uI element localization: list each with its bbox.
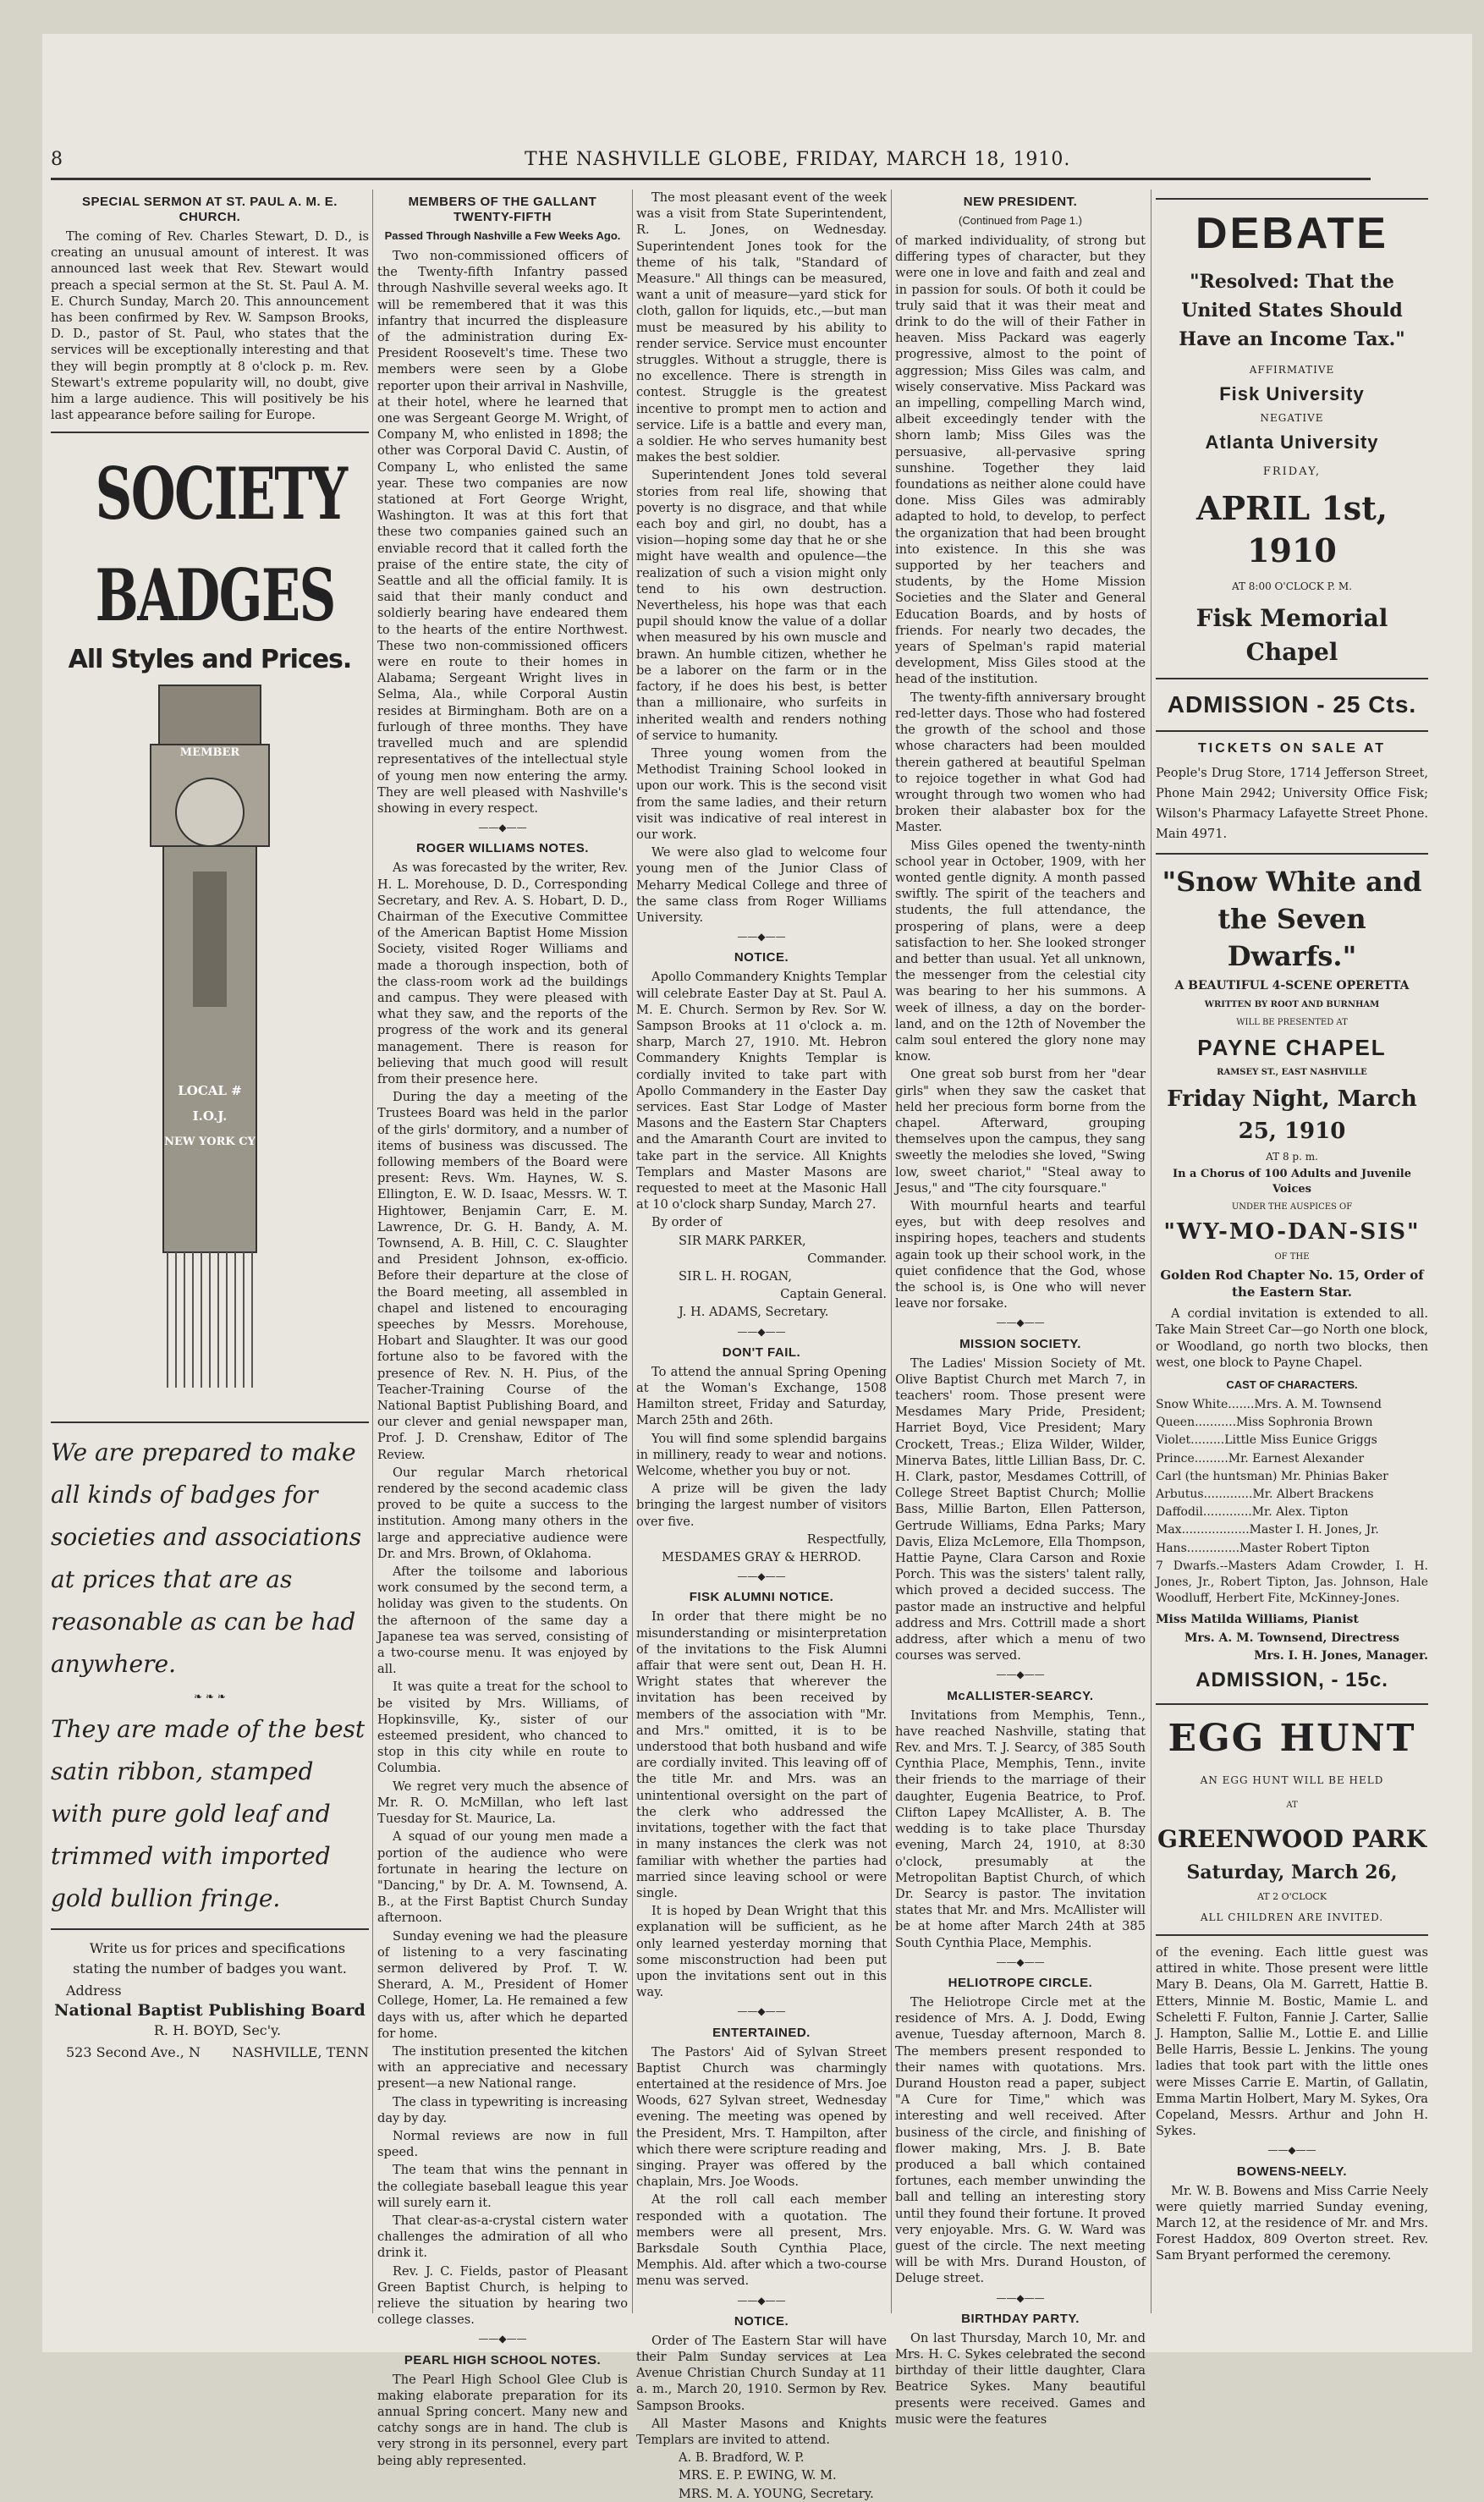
directress: Mrs. A. M. Townsend, Directress — [1184, 1630, 1400, 1645]
article-subheading: Passed Through Nashville a Few Weeks Ago. — [384, 229, 621, 242]
masthead-title: THE NASHVILLE GLOBE, FRIDAY, MARCH 18, 1910. — [525, 149, 1071, 170]
debate-title: DEBATE — [1195, 209, 1388, 258]
signature: SIR L. H. ROGAN, — [679, 1269, 792, 1284]
ad-secretary: R. H. BOYD, Sec'y. — [153, 2022, 282, 2039]
operetta-chorus: In a Chorus of 100 Adults and Juvenile Voices — [1172, 1167, 1411, 1196]
article-heading: NEW PRESIDENT. — [963, 195, 1078, 209]
cast-item: Violet.........Little Miss Eunice Griggs — [1156, 1433, 1377, 1448]
ad-border — [1156, 198, 1428, 200]
cast-item: Prince.........Mr. Earnest Alexander — [1156, 1451, 1365, 1465]
column-1 — [51, 190, 369, 2313]
separator: ——◆—— — [996, 1955, 1045, 1968]
article-text: The Pearl High School Glee Club is making elaborate preparation for its annual Spring concert. Many new and catchy songs are in hand. The club is very strong in its personnel, every part being ably represented. — [377, 2372, 628, 2468]
article-text: By order of — [651, 1215, 723, 1230]
ad-street-city — [51, 2043, 369, 2063]
separator: ——◆—— — [1267, 2144, 1316, 2157]
operetta-title: "Snow White and the Seven Dwarfs." — [1162, 866, 1422, 973]
cast-item: Daffodil.............Mr. Alex. Tipton — [1156, 1505, 1349, 1520]
ad-city: NASHVILLE, TENN — [232, 2044, 369, 2061]
ad-border — [51, 432, 369, 433]
article-text: The Heliotrope Circle met at the residence of Mrs. A. J. Dodd, Ewing avenue, Tuesday afternoon, March 8. The members present responded to their names with quotations. Mrs. Durand Houston read a paper, subject "A Cure for Time," which was interesting and well received. After business of the circle, and finishing of flower making, Mrs. J. B. Bate produced a ball which contained fortunes, each member unwinding the ball and telling an interesting story until they found their fortune. It proved very enjoyable. Mrs. G. W. Ward was guest of the circle. The next meeting will be with Mrs. Durand Houston, of Deluge street. — [895, 1994, 1146, 2286]
ad-border — [1156, 730, 1428, 732]
article-text: Two non-commissioned officers of the Twenty-fifth Infantry passed through Nashville several weeks ago. It will be remembered that it was this infantry that incurred the displeasure of the administration during Ex-President Roosevelt's time. These two members were seen by a Globe reporter upon their arrival in Nashville, at their hotel, where he learned that one was Sergeant George M. Wright, of Company M, who enlisted in 1898; the other was Corporal David C. Austin, of Company L, who enlisted the same year. These two companies are now stationed at Fort George Wright, Washington. It was at this fort that these two companies gained such an enviable record that it called forth the praise of the entire state, the city of Seattle and all the official family. It is said that their manly conduct and soldierly bearing have endeared them to the hearts of the entire Northwest. These two non-commissioned officers were en route to their homes in Alabama; Sergeant Wright lives in Selma, Ala., while Corporal Austin resides at Birmingham. Both are on a furlough of three months. They have travelled much and are splendid representatives of the intellectual style of young men now entering the army. They are well pleased with Nashville's showing in every respect. — [377, 249, 628, 816]
article-text: The most pleasant event of the week was a visit from State Superintendent, R. L. Jones, on Wednesday. Superintendent Jones took for the theme of his talk, "Standard of Measure." All things can be measured, want a unit of measure—yard stick for cloth, gallon for liquids, etc.,—but man must be measured by his ability to render service. Service must encounter struggles. Without a struggle, there is no excellence. There is strength in contest. Struggle is the greatest incentive to prompt men to action and service. Life is a battle and every man, a soldier. He who serves humanity best makes the best soldier. — [636, 190, 887, 465]
signature: Respectfully, — [806, 1531, 887, 1547]
ad-address-label: Address — [66, 1982, 122, 1999]
operetta-of-the: OF THE — [1274, 1252, 1310, 1262]
column-divider — [891, 190, 892, 2313]
separator: ——◆—— — [737, 931, 786, 943]
article-text: We regret very much the absence of Mr. R. O. McMillan, who left last Tuesday for St. Maurice, La. — [377, 1779, 628, 1827]
column-5 — [1156, 190, 1428, 2313]
column-4 — [895, 190, 1146, 2427]
operetta-subtitle: A BEAUTIFUL 4-SCENE OPERETTA — [1174, 979, 1410, 993]
article-text: of the evening. Each little guest was attired in white. Those present were little Mary B. Deans, Ola M. Garrett, Hattie B. Etters, Minnie M. Bostic, Mamie L. and Scheletti F. Fulton, Fannie J. Carter, Sallie J. Hampton, Sallie M., Lottie E. and Lillie Belle Harris, Bessie L. Jenkins. The young ladies that took part with the little ones were Misses Carrie E. Martin, of Gallatin, Emma Martin Holbert, Mary M. Sykes, Ora Copeland, Messrs. Arthur and John H. Sykes. — [1156, 1944, 1428, 2139]
article-text: The twenty-fifth anniversary brought red-letter days. Those who had fostered the growth of the school and those whose characters had been moulded therein gathered at beautiful Spelman to rejoice together in what God had wrought through two women who had broken their alabaster box for the Master. — [895, 690, 1146, 835]
ribbon-label-local: LOCAL # — [178, 1082, 242, 1098]
column-divider — [372, 190, 373, 2313]
operetta-presented: WILL BE PRESENTED AT — [1236, 1018, 1348, 1028]
ad-border — [51, 1928, 369, 1930]
operetta-club: "WY-MO-DAN-SIS" — [1163, 1219, 1421, 1246]
pianist: Miss Matilda Williams, Pianist — [1156, 1613, 1359, 1627]
article-heading: NOTICE. — [734, 950, 789, 965]
article-heading: MEMBERS OF THE GALLANT TWENTY-FIFTH — [408, 195, 597, 224]
article-text: At the roll call each member responded with a quotation. The members were all present, Mrs. Barksdale South Cynthia Place, Memphis. Ald. after which a two-course menu was served. — [636, 2192, 887, 2289]
ad-border — [1156, 1703, 1428, 1705]
article-heading: PEARL HIGH SCHOOL NOTES. — [404, 2352, 602, 2367]
separator: ——◆—— — [737, 2294, 786, 2307]
debate-team-fisk: Fisk University — [1219, 383, 1365, 405]
article-text: During the day a meeting of the Trustees Board was held in the parlor of the girls' dormitory, and a number of items of business was discussed. The following members of the Board were present: Revs. Wm. Haynes, W. S. Ellington, E. W. D. Isaac, Messrs. W. T. Hightower, Benjamin Carr, E. M. Lawrence, Dr. G. H. Bandy, A. M. Townsend, A. B. Hill, C. C. Slaughter and President Johnson, ex-officio. Before their departure at the close of the Board meeting, all assembled in chapel and listened to encouraging speeches by Messrs. Morehouse, Hobart and Slaughter. It was our good fortune also to be favored with the presence of Rev. N. H. Pius, of the Teacher-Training Course of the National Baptist Publishing Board, and our clever and genial newspaper man, Prof. J. D. Crenshaw, Editor of The Review. — [377, 1090, 628, 1462]
article-heading: ENTERTAINED. — [712, 2025, 811, 2040]
separator: ——◆—— — [996, 2291, 1045, 2304]
separator: ——◆—— — [737, 2005, 786, 2018]
ribbon-graphic — [142, 685, 278, 1396]
egg-hunt-at: AT — [1286, 1801, 1298, 1811]
signature: J. H. ADAMS, Secretary. — [679, 1305, 829, 1320]
article-text: Apollo Commandery Knights Templar will celebrate Easter Day at St. Paul A. M. E. Church. Sermon by Rev. Sor W. Sampson Brooks at 11 o'clock a. m. sharp, March 27, 1910. Mt. Hebron Commandery Knights Templar is cordially invited to take part with Apollo Commandery in the Easter Day services. East Star Lodge of Master Masons and the Eastern Star Chapters and the Amaranth Court are invited to take part in the service. All Knights Templars and Master Masons are requested to meet at the Masonic Hall at 10 o'clock sharp Sunday, March 27. — [636, 970, 887, 1213]
ad-border — [1156, 678, 1428, 679]
separator: ——◆—— — [996, 1669, 1045, 1681]
article-text: The Ladies' Mission Society of Mt. Olive Baptist Church met March 7, in teachers' room. Those present were Mesdames Mary Pride, President; Harriet Boyd, Vice President; Mary Crockett, Treas.; Eliza Wilder, Wilder, Minerva Bates, little Lillian Bass, Dr. C. H. Clark, pastor, Mesdames Cottrill, of College Street Baptist Church; Mollie Bass, Millie Barton, Ellen Patterson, Gertrude Williams, Edna Parks; Mary Davis, Eliza McLemore, Ella Thompson, Hattie Payne, Clara Carson and Roxie Porch. This was the sisters' talent rally, which proved a decided success. The pastor made an instructive and helpful address and Mrs. Cottrill made a short address, after which a menu of two courses was served. — [895, 1355, 1146, 1663]
cast-item: Queen...........Miss Sophronia Brown — [1156, 1416, 1373, 1430]
ad-society-heading: SOCIETY — [95, 452, 347, 536]
article-text: Normal reviews are now in full speed. — [377, 2128, 628, 2160]
article-heading: NOTICE. — [734, 2313, 789, 2329]
signature-title: Captain General. — [780, 1287, 887, 1302]
article-text: To attend the annual Spring Opening at the Woman's Exchange, 1508 Hamilton street, Friday and Saturday, March 25th and 26th. — [636, 1364, 887, 1428]
debate-time: AT 8:00 O'CLOCK P. M. — [1231, 580, 1353, 592]
article-text: After the toilsome and laborious work consumed by the second term, a holiday was given to the students. On the afternoon of the same day a Japanese tea was served, consisting of a two-course menu. It was enjoyed by all. — [377, 1564, 628, 1677]
column-2 — [377, 190, 628, 2468]
debate-admission: ADMISSION - 25 Cts. — [1167, 690, 1417, 718]
debate-affirmative-label: AFFIRMATIVE — [1249, 364, 1335, 376]
article-text: Rev. J. C. Fields, pastor of Pleasant Green Baptist Church, is helping to relieve the situation by hearing two college classes. — [377, 2263, 628, 2328]
article-heading: BIRTHDAY PARTY. — [961, 2311, 1080, 2326]
article-text: In order that there might be no misunderstanding or misinterpretation of the invitations to the Fisk Alumni affair that were sent out, Dean H. H. Wright states that wherever the invitation has been received by members of the association with "Mr. and Mrs." omitted, it is to be understood that both husband and wife are cordially invited. This leaving off of the title Mr. and Mrs. was an unintentional oversight on the part of the clerk who addressed the invitations, together with the fact that in many instances the clerk was not familiar with whether the parties had married since leaving school or were single. — [636, 1609, 887, 1900]
operetta-venue: PAYNE CHAPEL — [1197, 1035, 1387, 1061]
operetta-time: AT 8 p. m. — [1266, 1150, 1318, 1163]
cast-item: Arbutus.............Mr. Albert Brackens — [1156, 1487, 1374, 1502]
article-text: It is hoped by Dean Wright that this explanation will be sufficient, as he only learned yesterday morning that some misconstruction had been put upon the invitations sent out in this way. — [636, 1904, 887, 2000]
separator: ——◆—— — [996, 1317, 1045, 1329]
egg-hunt-subtitle: AN EGG HUNT WILL BE HELD — [1200, 1774, 1384, 1787]
article-heading: HELIOTROPE CIRCLE. — [948, 1975, 1093, 1990]
ribbon-label-city: NEW YORK CY — [164, 1135, 256, 1148]
egg-hunt-invited: ALL CHILDREN ARE INVITED. — [1200, 1911, 1384, 1923]
debate-team-atlanta: Atlanta University — [1205, 432, 1379, 454]
ad-border — [1156, 1934, 1428, 1936]
egg-hunt-time: AT 2 O'CLOCK — [1256, 1890, 1327, 1902]
article-text: The Pastors' Aid of Sylvan Street Baptist Church was charmingly entertained at the residence of Mrs. Joe Woods, 627 Sylvan street, Wednesday evening. The meeting was opened by the President, Mrs. T. Hampilton, after which there were scripture reading and singing. Prayer was offered by the chaplain, Mrs. Joe Woods. — [636, 2044, 887, 2190]
column-3 — [636, 190, 887, 2501]
separator: ——◆—— — [737, 1325, 786, 1338]
signature-title: Commander. — [807, 1251, 887, 1266]
ad-write-text: Write us for prices and specifications stating the number of badges you want. — [73, 1939, 347, 1977]
ribbon-label-top: MEMBER — [179, 745, 240, 759]
article-text: Miss Giles opened the twenty-ninth school year in October, 1909, with her wonted gentle dignity. A month passed swiftly. The spirit of the teachers and students, the full attendance, the prospering of plans, were a deep satisfaction to her. She looked stronger and better than usual. Yet all unknown, the messenger from the celestial city was bearing to her his summons. A week of illness, a day on the border-land, and on the 12th of November the calm soul entered the glory none may know. — [895, 838, 1146, 1064]
article-text: Superintendent Jones told several stories from real life, showing that poverty is no disgrace, and that while each boy and girl, no doubt, has a vision—hoping some day that he or she might have wealth and opulence—the realization of such a vision might only tend to his own destruction. Nevertheless, his hope was that each pupil should know the value of a dollar when measured by his own muscle and brawn. An humble citizen, whether he be a laborer on the farm or in the factory, if he does his best, is better than a millionaire, who surfeits in inherited wealth and renders nothing of service to humanity. — [636, 468, 887, 743]
signature: A. B. Bradford, W. P. — [679, 2450, 805, 2466]
ad-border — [1156, 853, 1428, 855]
egg-hunt-title: EGG HUNT — [1168, 1717, 1416, 1761]
article-text: Our regular March rhetorical rendered by the second academic class proved to be quite a success to the institution. Among many others in the large and appreciative audience were Dr. and Mrs. Brown, of Oklahoma. — [377, 1465, 628, 1561]
column-divider — [632, 190, 633, 2313]
article-text: You will find some splendid bargains in millinery, ready to wear and notions. Welcome, whether you buy or not. — [636, 1431, 887, 1479]
article-text: Three young women from the Methodist Training School looked in upon our work. This is the second visit from the same ladies, and their return visit was indicative of real interest in our work. — [636, 745, 887, 842]
signature: MRS. M. A. YOUNG, Secretary. — [679, 2486, 874, 2501]
article-heading: McALLISTER-SEARCY. — [947, 1688, 1094, 1703]
ad-styles-heading: All Styles and Prices. — [68, 645, 352, 675]
separator: ——◆—— — [737, 1570, 786, 1583]
article-text: The coming of Rev. Charles Stewart, D. D., is creating an unusual amount of interest. It was announced last week that Rev. Stewart would preach a special sermon at the St. St. Paul A. M. E. Church Sunday, March 20. This announcement has been confirmed by Rev. W. Sampson Brooks, D. D., pastor of St. Paul, who states that the services will be exceptionally interesting and that they will begin promptly at 8 o'clock p. m. Rev. Stewart's extreme popularity will, no doubt, give him a large audience. This will positively be his last appearance before sailing for Europe. — [51, 229, 369, 423]
article-heading: DON'T FAIL. — [722, 1344, 801, 1360]
debate-negative-label: NEGATIVE — [1260, 412, 1324, 425]
article-text: Mr. W. B. Bowens and Miss Carrie Neely were quietly married Sunday evening, March 12, at the residence of Mr. and Mrs. Forest Haddox, 809 Overton street. Rev. Sam Bryant performed the ceremony. — [1156, 2183, 1428, 2263]
separator: ——◆—— — [478, 2333, 527, 2345]
operetta-authors: WRITTEN BY ROOT AND BURNHAM — [1204, 1000, 1380, 1010]
article-text: The team that wins the pennant in the collegiate baseball league this year will surely earn it. — [377, 2163, 628, 2210]
manager: Mrs. I. H. Jones, Manager. — [1254, 1648, 1428, 1663]
article-text: A squad of our young men made a portion of the audience who were fortunate in hearing the lecture on "Dancing," by Dr. A. M. Townsend, A. B., at the First Baptist Church Sunday afternoon. — [377, 1829, 628, 1926]
egg-hunt-venue: GREENWOOD PARK — [1157, 1824, 1427, 1853]
article-text: The institution presented the kitchen with an appreciative and necessary present—a new National range. — [377, 2043, 628, 2092]
article-text: We were also glad to welcome four young men of the Junior Class of Meharry Medical College and three of the same class from Roger Williams University. — [636, 845, 887, 925]
article-text: A prize will be given the lady bringing the largest number of visitors over five. — [636, 1482, 887, 1529]
article-text: of marked individuality, of strong but differing types of character, but they were one in love and faith and zeal and in passion for souls. Of both it could be truly said that it was their meat and drink to do the will of their Father in heaven. Miss Packard was eagerly progressive, almost to the point of aggression; Miss Giles was calm, and wisely conservative. Miss Packard was an impelling, compelling March wind, albeit exceedingly tender with the shorn lamb; Miss Giles was the persuasive, all-pervasive spring sunshine. Together they laid foundations as neither alone could have done. Miss Giles was admirably adapted to hold, to develop, to perfect the organization that had been brought into existence. In this she was supported by her teachers and students, by the Home Mission Societies and the Slater and General Education Boards, and by hosts of friends. For nearly two decades, the years of Spelman's rapid material development, Miss Giles stood at the head of the institution. — [895, 234, 1146, 687]
debate-date: APRIL 1st, 1910 — [1196, 488, 1388, 569]
ad-street: 523 Second Ave., N — [66, 2044, 201, 2061]
header-rule — [51, 178, 1371, 180]
signature: SIR MARK PARKER, — [679, 1233, 806, 1248]
cast-item: Snow White.......Mrs. A. M. Townsend — [1156, 1398, 1382, 1412]
article-text: That clear-as-a-crystal cistern water challenges the admiration of all who drink it. — [377, 2213, 628, 2261]
operetta-address: RAMSEY ST., EAST NASHVILLE — [1217, 1068, 1367, 1078]
article-heading: FISK ALUMNI NOTICE. — [689, 1590, 834, 1605]
article-text: Order of The Eastern Star will have their Palm Sunday services at Lea Avenue Christian Church Sunday at 11 a. m., March 20, 1910. Sermon by Rev. Sampson Brooks. — [636, 2333, 887, 2413]
ornament: ❧ ❧ ❧ — [194, 1690, 226, 1702]
operetta-admission: ADMISSION, - 15c. — [1195, 1669, 1388, 1692]
debate-venue: Fisk Memorial Chapel — [1195, 603, 1388, 666]
tickets-heading: TICKETS ON SALE AT — [1198, 740, 1386, 756]
cast-item: Max..................Master I. H. Jones, Jr. — [1156, 1523, 1379, 1537]
operetta-invitation: A cordial invitation is extended to all. Take Main Street Car—go North one block, or Woodland, go north two blocks, then west, one block to Payne Chapel. — [1156, 1306, 1428, 1370]
article-subheading: (Continued from Page 1.) — [959, 214, 1082, 227]
article-text: Invitations from Memphis, Tenn., have reached Nashville, stating that Rev. and Mrs. T. J. Searcy, of 385 South Cynthia Place, Memphis, Tenn., invite their friends to the marriage of their daughter, Eugenia Beatrice, to Prof. Clifton Lapey McAllister, A. B. The wedding is to take place Thursday evening, March 24, 1910, at 8:30 o'clock, presumably at the Metropolitan Baptist Church, of which Dr. Searcy is pastor. The invitation states that Mr. and Mrs. McAllister will be at home after March 24th at 385 South Cynthia Place, Memphis. — [895, 1707, 1146, 1950]
article-text: On last Thursday, March 10, Mr. and Mrs. H. C. Sykes celebrated the second birthday of their little daughter, Clara Beatrice Sykes. Many beautiful presents were received. Games and music were the features — [895, 2330, 1146, 2427]
ad-publisher-name: National Baptist Publishing Board — [54, 2000, 366, 2020]
tickets-text: People's Drug Store, 1714 Jefferson Street, Phone Main 2942; University Office Fisk; Wilson's Pharmacy Lafayette Street Phone. Main 4971. — [1156, 766, 1428, 842]
cast-item: Carl (the huntsman) Mr. Phinias Baker — [1156, 1469, 1388, 1483]
signature: MRS. E. P. EWING, W. M. — [679, 2468, 837, 2483]
ad-badges-heading: BADGES — [95, 553, 335, 638]
operetta-auspices: UNDER THE AUSPICES OF — [1231, 1202, 1353, 1212]
article-heading: SPECIAL SERMON AT ST. PAUL A. M. E. CHURCH. — [82, 195, 338, 224]
article-heading: MISSION SOCIETY. — [959, 1336, 1081, 1351]
egg-hunt-date: Saturday, March 26, — [1186, 1861, 1398, 1883]
cast-list — [1156, 1397, 1428, 1607]
article-text: All Master Masons and Knights Templars are invited to attend. — [636, 2416, 887, 2447]
signature: MESDAMES GRAY & HERROD. — [662, 1550, 861, 1565]
ad-text-materials: They are made of the best satin ribbon, stamped with pure gold leaf and trimmed with imported gold bullion fringe. — [51, 1714, 366, 1912]
ad-text-prepared: We are prepared to make all kinds of badges for societies and associations at prices that are as reasonable as can be had anywhere. — [51, 1438, 362, 1678]
ad-border — [51, 1421, 369, 1423]
cast-item: 7 Dwarfs.--Masters Adam Crowder, I. H. Jones, Jr., Robert Tipton, Jas. Johnson, Hale Woodluff, Herbert Fite, McKinney-Jones. — [1156, 1559, 1428, 1606]
cast-item: Hans..............Master Robert Tipton — [1156, 1541, 1370, 1555]
article-text: One great sob burst from her "dear girls" when they saw the casket that held her precious form borne from the chapel. Afterward, grouping themselves upon the campus, they sang sweetly the melodies she loved, "Swing low, sweet chariot," "Steal away to Jesus," and "The city foursquare." — [895, 1067, 1146, 1196]
article-heading: ROGER WILLIAMS NOTES. — [416, 841, 589, 856]
debate-day: FRIDAY, — [1262, 465, 1322, 479]
article-heading: BOWENS-NEELY. — [1236, 2164, 1348, 2179]
operetta-date: Friday Night, March 25, 1910 — [1167, 1086, 1417, 1144]
debate-resolution: "Resolved: That the United States Should Have an Income Tax." — [1179, 271, 1405, 350]
cast-heading: CAST OF CHARACTERS. — [1226, 1378, 1358, 1392]
article-text: Sunday evening we had the pleasure of listening to a very fascinating sermon delivered by Prof. T. W. Sherard, A. M., President of Homer College, Homer, La. He remained a few days with us, after which he departed for home. — [377, 1928, 628, 2041]
page-header — [51, 149, 1235, 174]
page-number: 8 — [51, 149, 63, 170]
article-text: With mournful hearts and tearful eyes, but with deep resolves and inspiring hopes, teachers and students again took up their school work, in the quiet confidence that the God, whose the school is, is One who will never leave nor forsake. — [895, 1198, 1146, 1311]
operetta-chapter: Golden Rod Chapter No. 15, Order of the Eastern Star. — [1160, 1267, 1424, 1300]
article-text: The class in typewriting is increasing day by day. — [377, 2094, 628, 2125]
ribbon-label-order: I.O.J. — [192, 1108, 228, 1124]
article-text: It was quite a treat for the school to be visited by Mrs. Williams, of Hopkinsville, Ky., sister of our esteemed president, who chanced to stop in this city while en route to Columbia. — [377, 1680, 628, 1776]
badge-ribbon-illustration — [142, 685, 278, 1396]
separator: ——◆—— — [478, 822, 527, 834]
article-text: As was forecasted by the writer, Rev. H. L. Morehouse, D. D., Corresponding Secretary, and Rev. A. S. Hobart, D. D., Chairman of the Executive Committee of the American Baptist Home Mission Society, visited Roger Williams and made a thorough inspection, both of the class-room work ad the buildings and campus. They were pleased with what they saw, and the reports of the progress of the work and its general management. There is reason for believing that much good will result from their presence here. — [377, 861, 628, 1086]
